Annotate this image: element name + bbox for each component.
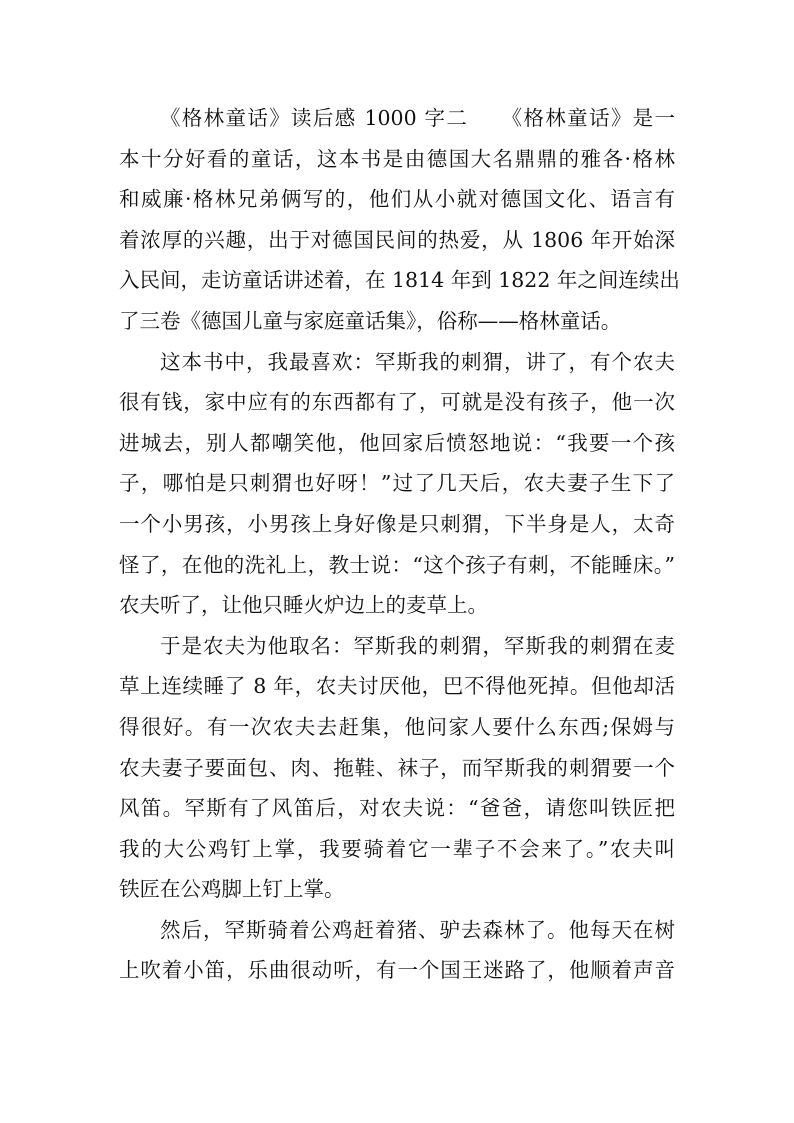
text-line: 农夫听了，让他只睡火炉边上的麦草上。 xyxy=(119,593,488,618)
text-line: 子，哪怕是只刺猬也好呀！”过了几天后，农夫妻子生下了 xyxy=(119,471,675,496)
text-line: 我的大公鸡钉上掌，我要骑着它一辈子不会来了。”农夫叫 xyxy=(119,836,675,861)
text-line: 本十分好看的童话，这本书是由德国大名鼎鼎的雅各·格林 xyxy=(119,146,675,171)
text-line: 了三卷《德国儿童与家庭童话集》，俗称——格林童话。 xyxy=(119,308,622,333)
text-line: 《格林童话》读后感 1000 字二 《格林童话》是一 xyxy=(160,106,675,130)
text-line: 上吹着小笛，乐曲很动听，有一个国王迷路了，他顺着声音 xyxy=(119,958,675,983)
text-line: 草上连续睡了 8 年，农夫讨厌他，巴不得他死掉。但他却活 xyxy=(119,674,675,699)
text-line: 农夫妻子要面包、肉、拖鞋、袜子，而罕斯我的刺猬要一个 xyxy=(119,755,675,780)
text-line: 这本书中，我最喜欢：罕斯我的刺猬，讲了，有个农夫 xyxy=(160,349,675,374)
text-line: 和威廉·格林兄弟俩写的，他们从小就对德国文化、语言有 xyxy=(119,187,675,212)
text-line: 入民间，走访童话讲述着，在 1814 年到 1822 年之间连续出 xyxy=(119,268,680,293)
text-line: 一个小男孩，小男孩上身好像是只刺猬，下半身是人，太奇 xyxy=(119,511,675,536)
text-line: 怪了，在他的洗礼上，教士说：“这个孩子有刺，不能睡床。” xyxy=(119,552,675,577)
text-line: 进城去，别人都嘲笑他，他回家后愤怒地说：“我要一个孩 xyxy=(119,430,675,455)
text-line: 然后，罕斯骑着公鸡赶着猪、驴去森林了。他每天在树 xyxy=(160,917,675,942)
text-line: 着浓厚的兴趣，出于对德国民间的热爱，从 1806 年开始深 xyxy=(119,227,675,252)
text-line: 得很好。有一次农夫去赶集，他问家人要什么东西;保姆与 xyxy=(119,714,675,739)
text-line: 风笛。罕斯有了风笛后，对农夫说：“爸爸，请您叫铁匠把 xyxy=(119,796,675,821)
text-line: 铁匠在公鸡脚上钉上掌。 xyxy=(119,877,345,902)
text-line: 很有钱，家中应有的东西都有了，可就是没有孩子，他一次 xyxy=(119,390,675,415)
text-line: 于是农夫为他取名：罕斯我的刺猬，罕斯我的刺猬在麦 xyxy=(160,633,675,658)
document-body xyxy=(119,98,680,991)
